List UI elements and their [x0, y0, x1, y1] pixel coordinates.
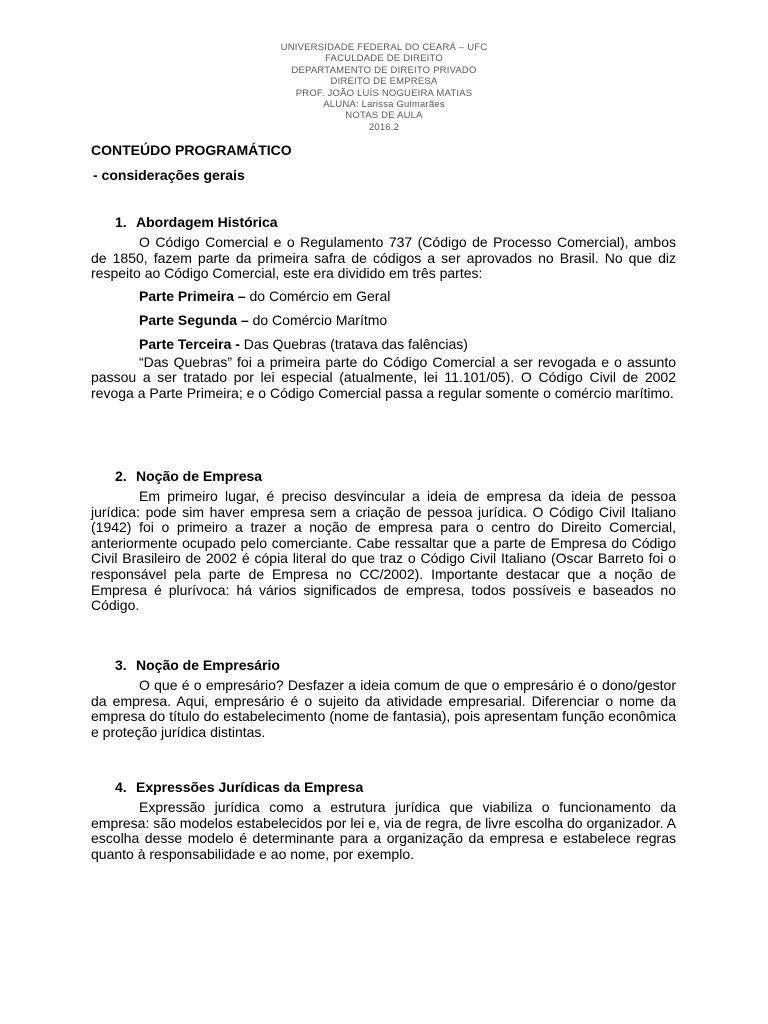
section-title: Expressões Jurídicas da Empresa — [136, 779, 364, 795]
section-heading — [91, 468, 676, 485]
section-historical-approach — [91, 214, 676, 402]
section-entrepreneur-notion — [91, 657, 676, 740]
section-paragraph: O que é o empresário? Desfazer a ideia comum de que o empresário é o dono/gestor da empresa. Aqui, empresário é o sujeito da atividade empresarial. Diferenciar o nome da empresa do título do estabelecimento (nome de fantasia), pois apresentam função econômica e proteção jurídica distintas. — [91, 677, 676, 740]
document-subtitle: - considerações gerais — [93, 167, 245, 183]
part-label: Parte Terceira - — [139, 335, 240, 352]
header-line-course: DIREITO DE EMPRESA — [330, 76, 438, 88]
section-paragraph: O Código Comercial e o Regulamento 737 (Código de Processo Comercial), ambos de 1850, fazem parte da primeira safra de códigos a ser aprovados no Brasil. No que diz respeito ao Código Comercial, este era dividido em três partes: — [91, 234, 676, 282]
document-title: CONTEÚDO PROGRAMÁTICO — [91, 142, 292, 158]
section-heading — [91, 214, 676, 231]
part-text: do Comércio em Geral — [245, 287, 391, 304]
part-line-second — [91, 312, 676, 328]
part-text: Das Quebras (tratava das falências) — [239, 335, 468, 352]
section-number: 1. — [115, 214, 127, 230]
section-paragraph: Expressão jurídica como a estrutura jurídica que viabiliza o funcionamento da empresa: são modelos estabelecidos por lei e, via de regra, de livre escolha do organizador. A escolha desse modelo é determinante para a organização da empresa e estabelece regras quanto à responsabilidade e ao nome, por exemplo. — [91, 799, 676, 862]
section-legal-expressions — [91, 779, 676, 862]
part-line-third — [91, 336, 676, 352]
section-company-notion — [91, 468, 676, 614]
section-title: Abordagem Histórica — [136, 214, 278, 230]
section-number: 4. — [115, 779, 127, 795]
section-paragraph: Em primeiro lugar, é preciso desvincular a ideia de empresa da ideia de pessoa jurídica: pode sim haver empresa sem a criação de pessoa jurídica. O Código Civil Italiano (1942) foi o primeiro a trazer a noção de empresa para o centro do Direito Comercial, anteriormente ocupado pelo comerciante. Cabe ressaltar que a parte de Empresa do Código Civil Brasileiro de 2002 é cópia literal do que traz o Código Civil Italiano (Oscar Barreto foi o responsável pela parte de Empresa no CC/2002). Importante destacar que a noção de Empresa é plurívoca: há vários significados de empresa, todos possíveis e baseados no Código. — [91, 488, 676, 614]
part-label: Parte Primeira – — [139, 287, 246, 304]
part-label: Parte Segunda – — [139, 311, 249, 328]
section-title: Noção de Empresa — [136, 468, 263, 484]
section-number: 2. — [115, 468, 127, 484]
part-line-first — [91, 288, 676, 304]
section-heading — [91, 779, 676, 796]
header-line-faculty: FACULDADE DE DIREITO — [325, 53, 443, 65]
section-heading — [91, 657, 676, 674]
header-line-professor: PROF. JOÃO LUÍS NOGUEIRA MATIAS — [295, 87, 473, 99]
section-number: 3. — [115, 657, 127, 673]
header-line-student: ALUNA: Larissa Guimarães — [323, 99, 445, 111]
section-title: Noção de Empresário — [136, 657, 280, 673]
document-header — [0, 42, 768, 133]
header-line-notes: NOTAS DE AULA — [345, 110, 423, 122]
section-closing-paragraph: “Das Quebras” foi a primeira parte do Código Comercial a ser revogada e o assunto passou a ser tratado por lei especial (atualmente, lei 11.101/05). O Código Civil de 2002 revoga a Parte Primeira; e o Código Comercial passa a regular somente o comércio marítimo. — [91, 353, 676, 401]
header-line-university: UNIVERSIDADE FEDERAL DO CEARÁ – UFC — [280, 42, 488, 53]
part-text: do Comércio Marítmo — [248, 311, 388, 328]
header-line-semester: 2016.2 — [368, 121, 400, 133]
header-line-department: DEPARTAMENTO DE DIREITO PRIVADO — [291, 64, 477, 76]
